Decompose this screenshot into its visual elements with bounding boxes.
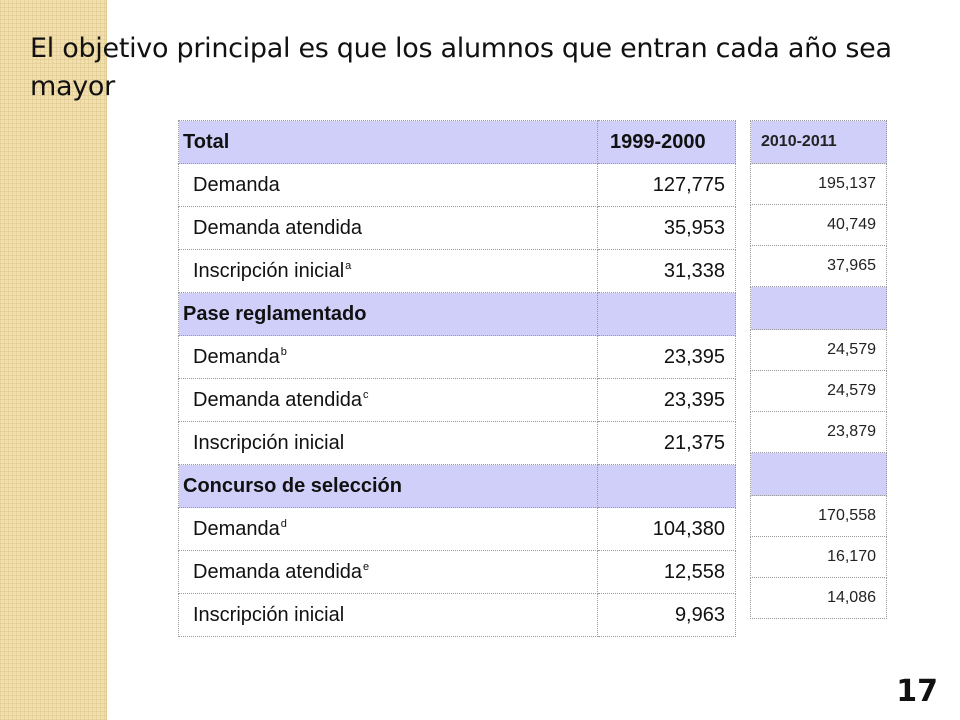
row-label-text: Inscripción inicial (193, 259, 345, 282)
admissions-table-1999-2000 (178, 120, 736, 637)
section-header-concurso (179, 465, 736, 508)
table-row (179, 422, 736, 465)
slide-title: El objetivo principal es que los alumnos que entran cada año sea mayor (30, 33, 892, 102)
section-empty-cell (598, 293, 736, 336)
table-row (751, 330, 887, 371)
row-value: 37,965 (751, 246, 887, 287)
row-value: 14,086 (751, 578, 887, 619)
table-row (179, 508, 736, 551)
section-header-pase (179, 293, 736, 336)
row-label-text: Demanda atendida (193, 560, 363, 583)
table-row (179, 336, 736, 379)
row-label-text: Demanda atendida (193, 388, 363, 411)
row-value: 127,775 (598, 164, 736, 207)
table-row (179, 379, 736, 422)
footnote-marker: c (363, 388, 369, 401)
section-empty-cell (751, 287, 887, 330)
row-label-text: Inscripción inicial (193, 431, 345, 454)
table-row (751, 164, 887, 205)
header-year-1999: 1999-2000 (598, 121, 736, 164)
row-label (179, 594, 598, 637)
table-row (751, 246, 887, 287)
row-label (179, 250, 598, 293)
row-label (179, 379, 598, 422)
row-value: 35,953 (598, 207, 736, 250)
row-value: 195,137 (751, 164, 887, 205)
table-row (751, 371, 887, 412)
row-label-text: Demanda (193, 517, 280, 540)
footnote-marker: a (345, 259, 352, 272)
header-year-2010: 2010-2011 (751, 121, 887, 164)
footnote-marker: b (280, 345, 287, 358)
row-label-text: Inscripción inicial (193, 603, 345, 626)
row-value: 23,395 (598, 336, 736, 379)
section-blank-row (751, 453, 887, 496)
table-row (751, 537, 887, 578)
row-label (179, 164, 598, 207)
row-label (179, 508, 598, 551)
table-row (179, 250, 736, 293)
table-row (179, 164, 736, 207)
row-label (179, 336, 598, 379)
row-label-text: Demanda (193, 173, 280, 196)
row-value: 104,380 (598, 508, 736, 551)
section-blank-row (751, 287, 887, 330)
row-value: 16,170 (751, 537, 887, 578)
section-label: Concurso de selección (179, 465, 598, 508)
row-value: 23,879 (751, 412, 887, 453)
row-value: 24,579 (751, 371, 887, 412)
footnote-marker: e (363, 560, 370, 573)
row-value: 170,558 (751, 496, 887, 537)
table-row (751, 412, 887, 453)
header-total: Total (179, 121, 598, 164)
row-value: 21,375 (598, 422, 736, 465)
row-value: 24,579 (751, 330, 887, 371)
row-value: 40,749 (751, 205, 887, 246)
row-label (179, 422, 598, 465)
footnote-marker: d (280, 517, 287, 530)
decorative-sidebar-stripe (0, 0, 107, 720)
table-row (179, 207, 736, 250)
admissions-table-2010-2011 (750, 120, 887, 619)
table-header-row (751, 121, 887, 164)
table-row (751, 496, 887, 537)
table-row (751, 205, 887, 246)
row-value: 9,963 (598, 594, 736, 637)
section-empty-cell (598, 465, 736, 508)
row-value: 12,558 (598, 551, 736, 594)
section-label: Pase reglamentado (179, 293, 598, 336)
table-row (179, 594, 736, 637)
table-row (751, 578, 887, 619)
row-value: 23,395 (598, 379, 736, 422)
row-label-text: Demanda atendida (193, 216, 363, 239)
table-row (179, 551, 736, 594)
row-label (179, 551, 598, 594)
page-number: 17 (896, 674, 938, 709)
section-empty-cell (751, 453, 887, 496)
row-value: 31,338 (598, 250, 736, 293)
row-label-text: Demanda (193, 345, 280, 368)
table-header-row (179, 121, 736, 164)
row-label (179, 207, 598, 250)
